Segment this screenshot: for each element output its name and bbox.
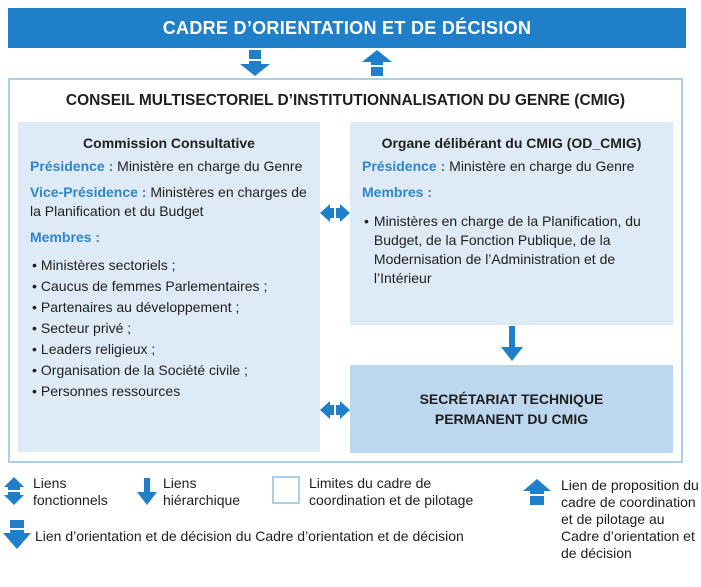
- list-item: • Partenaires au développement ;: [32, 297, 310, 318]
- organe-membres-label: Membres :: [362, 184, 433, 200]
- legend-lien-orientation: Lien d’orientation et de décision du Cadre d’orientation et de décision: [35, 528, 464, 544]
- commission-vice-label: Vice-Présidence :: [30, 184, 147, 200]
- organe-deliberant-panel: [350, 122, 673, 325]
- organe-presidence-value: Ministère en charge du Genre: [449, 158, 635, 174]
- commission-presidence-value: Ministère en charge du Genre: [117, 158, 303, 174]
- functional-link-bottom-icon: [318, 399, 352, 421]
- commission-vice-value: Ministères en charges de la Planification et du Budget: [30, 184, 307, 219]
- organe-presidence-label: Présidence :: [362, 158, 446, 174]
- frame-limit-swatch: [272, 476, 300, 504]
- commission-membres-label: Membres :: [30, 229, 101, 245]
- cadre-orientation-header: [8, 8, 686, 48]
- list-item: • Ministères sectoriels ;: [32, 255, 310, 276]
- list-item: • Caucus de femmes Parlementaires ;: [32, 276, 310, 297]
- arrow-down-bold-icon: [2, 520, 32, 550]
- secretariat-line2: PERMANENT DU CMIG: [434, 411, 589, 427]
- legend-limites: Limites du cadre de coordination et de pilotage: [309, 475, 474, 508]
- commission-presidence: [30, 157, 310, 176]
- list-item: • Secteur privé ;: [32, 318, 310, 339]
- arrow-up-icon: [522, 479, 552, 505]
- double-arrow-vertical-icon: [3, 476, 25, 506]
- organe-presidence: [362, 157, 661, 176]
- orientation-down-arrow-icon: [238, 50, 272, 76]
- commission-vice-presidence: [30, 183, 310, 221]
- secretariat-technique-box: [350, 365, 673, 453]
- cmig-title: CONSEIL MULTISECTORIEL D’INSTITUTIONNALISATION DU GENRE (CMIG): [65, 92, 626, 109]
- list-item: • Personnes ressources: [32, 381, 310, 402]
- legend-lien-proposition: Lien de proposition du cadre de coordination et de pilotage au Cadre d’orientation et de décision: [561, 477, 699, 561]
- commission-consultative-panel: [18, 122, 320, 452]
- list-item: • Leaders religieux ;: [32, 339, 310, 360]
- commission-presidence-label: Présidence :: [30, 158, 114, 174]
- commission-title: Commission Consultative: [83, 135, 255, 151]
- legend-liens-fonctionnels: Liens fonctionnels: [33, 475, 108, 508]
- secretariat-line1: SECRÉTARIAT TECHNIQUE: [419, 391, 604, 407]
- functional-link-top-icon: [318, 202, 352, 224]
- header-title: CADRE D’ORIENTATION ET DE DÉCISION: [162, 17, 532, 38]
- commission-membres-list: [32, 255, 310, 402]
- organe-title: Organe délibérant du CMIG (OD_CMIG): [381, 135, 642, 151]
- legend-liens-hierarchique: Liens hiérarchique: [163, 475, 241, 508]
- arrow-down-icon: [136, 478, 158, 506]
- proposition-up-arrow-icon: [360, 50, 394, 76]
- hierarchical-link-icon: [500, 326, 524, 362]
- organe-membres-text: Ministères en charge de la Planification, du Budget, de la Fonction Publique, de la Modernisation de l’Administration et de l’Intérieur: [373, 213, 641, 286]
- organe-membres-item: [364, 212, 663, 288]
- bullet: •: [364, 213, 369, 229]
- list-item: • Organisation de la Société civile ;: [32, 360, 310, 381]
